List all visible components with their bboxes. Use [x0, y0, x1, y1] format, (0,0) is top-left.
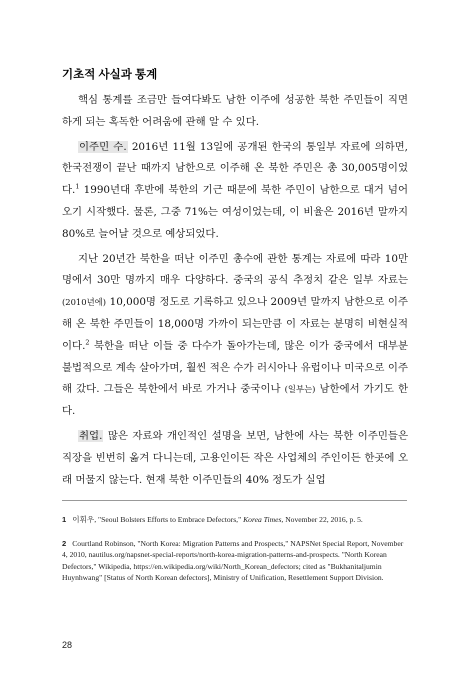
footnote-number: 1	[62, 515, 67, 524]
footnote-ref-1[interactable]: 1	[75, 182, 80, 191]
page-number: 28	[62, 640, 73, 650]
term-migrant-count: 이주민 수.	[79, 140, 127, 153]
paragraph-migrant-count	[62, 137, 408, 246]
paragraph-text: 2016년 11월 13일에 공개된 한국의 통일부 자료에 의하면, 한국전쟁이 끝난 때까지 남한으로 이주해 온 북한 주민은 총 30,005명이었다.	[62, 140, 408, 197]
footnote-divider	[62, 500, 407, 501]
paragraph-total-migrants	[62, 249, 408, 423]
footnote-text: Courtland Robinson, "North Korea: Migration Patterns and Prospects," NAPSNet Special Report, November 4, 2010, nautilus.org/napsnet-special-reports/north-korea-migration-patterns-and-prospects. "North Korean Defectors," Wikipedia, https://en.wikipedia.org/wiki/North_Korean_defectors; cited as "Bukhanitaljumin Huynhwang" [Status of North Korean defectors], Ministry of Unification, Resettlement Support Division.	[62, 538, 404, 583]
paragraph-text: 10,000명 정도로 기록하고 있으나 2009년 말까지 남한으로 이주해 온 북한 주민들이 18,000명 가까이 되는만큼 이 자료는 분명히 비현실적이다.	[62, 296, 408, 352]
footnote-text: , November 22, 2016, p. 5.	[281, 515, 363, 524]
footnote-1	[62, 514, 408, 526]
footnote-ref-2[interactable]: 2	[85, 338, 90, 347]
paragraph-text: 1990년대 후반에 북한의 기근 때문에 북한 주민이 남한으로 대거 넘어오기 시작했다. 물론, 그중 71%는 여성이었는데, 이 비율은 2016년 말까지 80%로 늘어날 것으로 예상되었다.	[62, 184, 408, 240]
body-text	[62, 90, 408, 491]
inline-note: (일부는)	[284, 384, 316, 395]
paragraph-text: 북한을 떠난 이들 중 다수가 돌아가는데, 많은 이가 중국에서 대부분 불법적으로 계속 살아가며, 훨씬 적은 수가 러시아나 유럽이나 미국으로 이주해 갔다. 그들은 북한에서 바로 가거나 중국이나	[62, 339, 408, 396]
paragraph-intro: 핵심 통계를 조금만 들여다봐도 남한 이주에 성공한 북한 주민들이 직면하게 되는 혹독한 어려움에 관해 알 수 있다.	[62, 94, 408, 128]
paragraph-text: 많은 자료와 개인적인 설명을 보면, 남한에 사는 북한 이주민들은 직장을 빈번히 옮겨 다니는데, 고용인이든 작은 사업체의 주인이든 한곳에 오래 머물지 않는다. 현재 북한 이주민들의 40% 정도가 실업	[62, 429, 408, 486]
footnote-text: 이휘우, "Seoul Bolsters Efforts to Embrace Defectors,"	[72, 515, 244, 524]
term-employment: 취업.	[79, 429, 103, 442]
paragraph-employment	[62, 426, 408, 491]
footnote-2	[62, 538, 408, 584]
inline-note: (2010년에)	[62, 297, 107, 308]
paragraph-text: 지난 20년간 북한을 떠난 이주민 총수에 관한 통계는 자료에 따라 10만 명에서 30만 명까지 매우 다양하다. 중국의 공식 추정치 같은 일부 자료는	[62, 252, 408, 287]
footnotes	[62, 514, 408, 596]
paragraph-text: 남한에서 가기도 한다.	[62, 383, 408, 418]
section-heading: 기초적 사실과 통계	[62, 69, 158, 81]
footnote-publication: Korea Times	[243, 515, 282, 524]
footnote-number: 2	[62, 538, 67, 548]
